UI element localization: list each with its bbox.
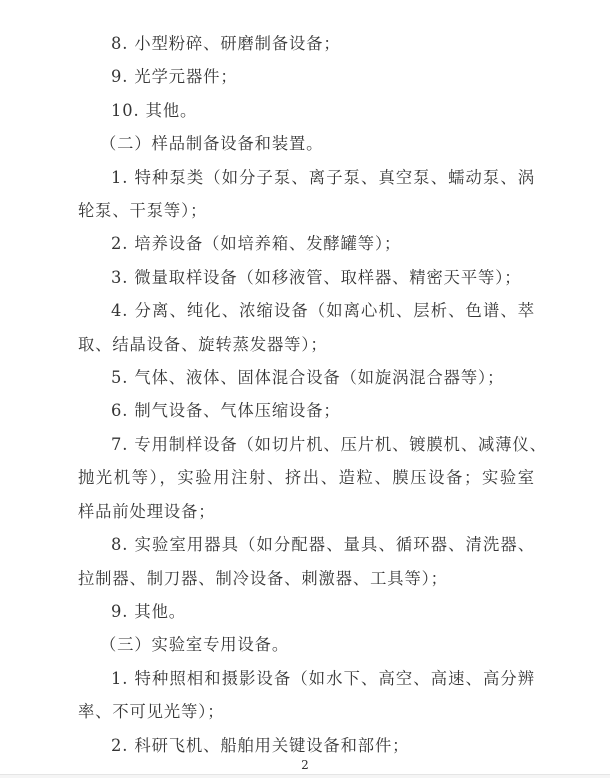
- document-body: [78, 27, 547, 762]
- document-line: 轮泵、干泵等）；: [78, 201, 208, 221]
- document-line: 1. 特种照相和摄影设备（如水下、高空、高速、高分辨: [111, 668, 535, 688]
- document-line: 拉制器、制刀器、制冷设备、刺激器、工具等）；: [78, 568, 448, 588]
- document-line: 2. 科研飞机、船舶用关键设备和部件；: [111, 735, 410, 755]
- document-line: 3. 微量取样设备（如移液管、取样器、精密天平等）；: [111, 267, 522, 287]
- page-number: 2: [301, 758, 309, 772]
- page-bottom-edge: [0, 774, 610, 778]
- document-line: 2. 培养设备（如培养箱、发酵罐等）；: [111, 234, 402, 254]
- document-line: 4. 分离、纯化、浓缩设备（如离心机、层析、色谱、萃: [111, 301, 535, 321]
- document-line: 抛光机等），实验用注射、挤出、造粒、膜压设备；实验室: [78, 468, 535, 488]
- document-section-heading: （二）样品制备设备和装置。: [100, 134, 324, 154]
- document-line: 8. 小型粉碎、研磨制备设备；: [111, 34, 341, 53]
- document-line: 10. 其他。: [111, 100, 198, 120]
- document-line: 8. 实验室用器具（如分配器、量具、循环器、清洗器、: [111, 535, 535, 555]
- document-line: 率、不可见光等）；: [78, 702, 225, 722]
- document-line: 6. 制气设备、气体压缩设备；: [111, 401, 341, 421]
- document-line: 样品前处理设备；: [78, 501, 216, 521]
- document-line: 取、结晶设备、旋转蒸发器等）；: [78, 334, 328, 354]
- document-line: 9. 其他。: [111, 601, 186, 621]
- document-line: 1. 特种泵类（如分子泵、离子泵、真空泵、蠕动泵、涡: [111, 167, 535, 187]
- document-line: 5. 气体、液体、固体混合设备（如旋涡混合器等）；: [111, 368, 505, 388]
- document-line: 9. 光学元器件；: [111, 67, 238, 87]
- document-line: 7. 专用制样设备（如切片机、压片机、镀膜机、减薄仪、: [111, 434, 547, 454]
- document-section-heading: （三）实验室专用设备。: [100, 635, 289, 655]
